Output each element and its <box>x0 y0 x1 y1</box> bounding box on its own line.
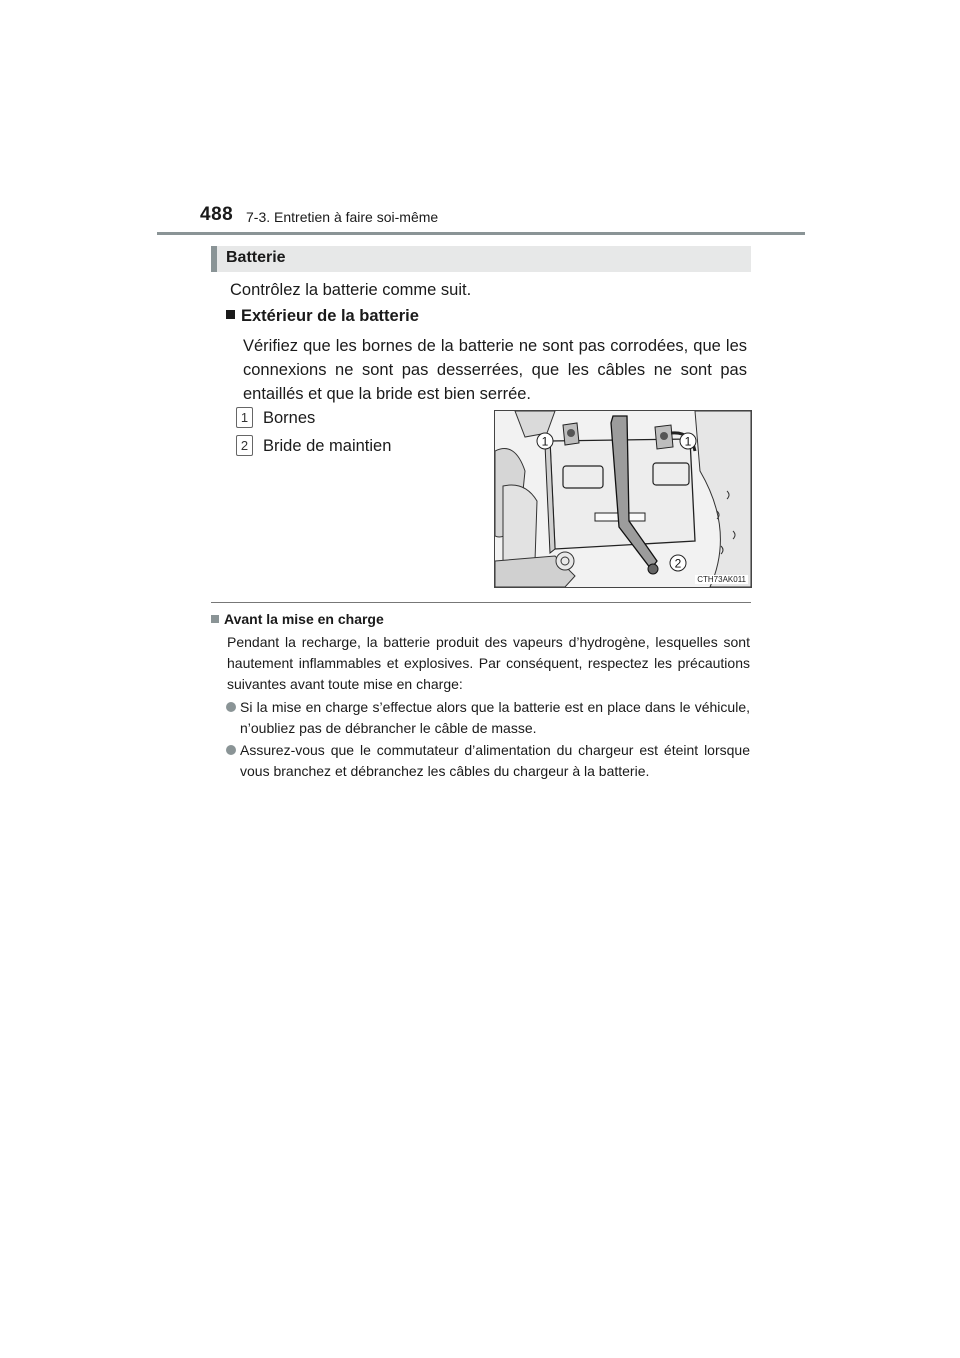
section-title: Batterie <box>226 249 286 266</box>
figure-marker: 1 <box>541 434 549 449</box>
figure-marker: 2 <box>674 556 682 571</box>
note-heading-label: Avant la mise en charge <box>224 611 384 627</box>
callout-label: Bornes <box>263 409 316 427</box>
callout-number: 1 <box>236 407 253 428</box>
figure-marker: 1 <box>684 434 692 449</box>
chapter-title: 7-3. Entretien à faire soi-même <box>246 209 439 225</box>
callout-item <box>236 435 391 456</box>
callout-number: 2 <box>236 435 253 456</box>
note-heading <box>211 611 384 627</box>
callout-label: Bride de maintien <box>263 437 392 455</box>
figure-code: CTH73AK011 <box>697 575 746 584</box>
note-paragraph: Pendant la recharge, la batterie produit des vapeurs d’hydrogène, lesquelles sont hautement inflammables et explosives. Par conséquent, respectez les précautions suivantes avant toute mise en charge: <box>227 634 750 692</box>
bullet-icon <box>226 702 236 712</box>
page-number: 488 <box>200 204 234 225</box>
square-bullet-icon <box>226 310 235 319</box>
exterior-paragraph: Vérifiez que les bornes de la batterie ne sont pas corrodées, que les connexions ne sont pas desserrées, que les câbles ne sont pas entaillés et que la bride est bien serrée. <box>243 337 747 403</box>
subsection-heading <box>226 307 419 326</box>
header-rule <box>157 232 805 235</box>
bullet-icon <box>226 745 236 755</box>
section-accent <box>211 246 217 272</box>
separator-line <box>211 602 751 603</box>
battery-drawing <box>495 411 751 587</box>
list-item-text: Si la mise en charge s’effectue alors que la batterie est en place dans le véhicule, n’oubliez pas de débrancher le câble de masse. <box>240 699 750 736</box>
battery-illustration <box>494 410 752 588</box>
subsection-heading-label: Extérieur de la batterie <box>241 307 419 325</box>
square-bullet-icon <box>211 615 219 623</box>
callout-item <box>236 407 315 428</box>
intro-text: Contrôlez la batterie comme suit. <box>230 281 472 299</box>
section-heading-bar <box>211 246 751 272</box>
list-item-text: Assurez-vous que le commutateur d’alimentation du chargeur est éteint lorsque vous branchez et débranchez les câbles du chargeur à la batterie. <box>240 742 750 779</box>
